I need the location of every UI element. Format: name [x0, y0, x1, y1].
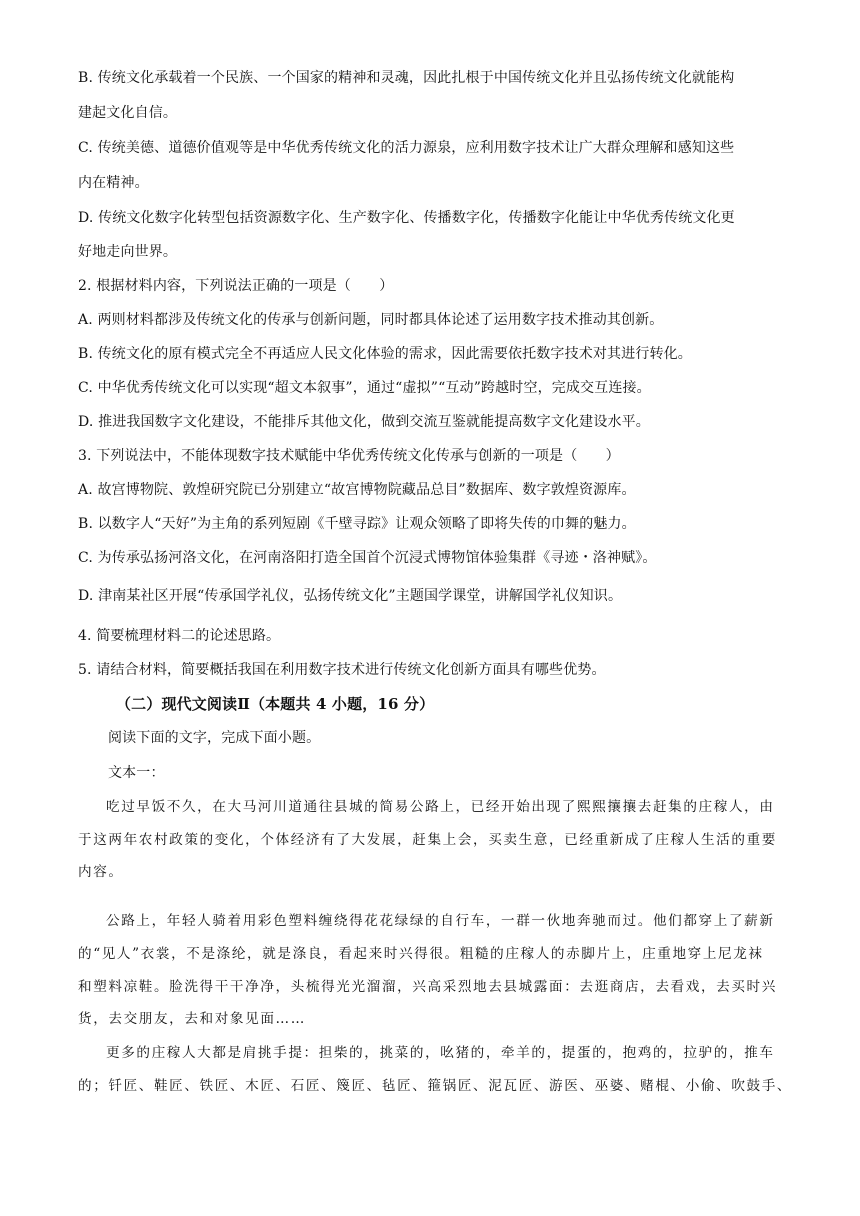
q2-option-b: B. 传统文化的原有模式完全不再适应人民文化体验的需求，因此需要依托数字技术对其进行转化。: [78, 346, 692, 362]
passage-p2-line4: 货，去交朋友，去和对象见面……: [78, 1011, 306, 1027]
q2-option-d: D. 推进我国数字文化建设，不能排斥其他文化，做到交流互鉴就能提高数字文化建设水平。: [78, 414, 650, 430]
q1-option-b-line1: B. 传统文化承载着一个民族、一个国家的精神和灵魂，因此扎根于中国传统文化并且弘扬传统文化就能构: [78, 70, 735, 86]
q3-option-c: C. 为传承弘扬河洛文化，在河南洛阳打造全国首个沉浸式博物馆体验集群《寻迹・洛神赋》。: [78, 550, 657, 566]
q3-stem: 3. 下列说法中，不能体现数字技术赋能中华优秀传统文化传承与创新的一项是（ ）: [78, 448, 620, 464]
q3-option-d: D. 津南某社区开展“传承国学礼仪，弘扬传统文化”主题国学课堂，讲解国学礼仪知识。: [78, 588, 623, 604]
q1-option-d-line1: D. 传统文化数字化转型包括资源数字化、生产数字化、传播数字化，传播数字化能让中华优秀传统文化更: [78, 210, 735, 226]
passage-p2-line2: 的“见人”衣裳，不是涤纶，就是涤良，看起来时兴得很。粗糙的庄稼人的赤脚片上，庄重地穿上尼龙袜: [78, 946, 764, 962]
text-one-label: 文本一：: [108, 765, 165, 781]
q2-option-c: C. 中华优秀传统文化可以实现“超文本叙事”，通过“虚拟”“互动”跨越时空，完成交互连接。: [78, 380, 651, 396]
passage-p1-line3: 内容。: [78, 864, 124, 880]
passage-p2-line1: 公路上，年轻人骑着用彩色塑料缠绕得花花绿绿的自行车，一群一伙地奔驰而过。他们都穿上了薪新: [106, 913, 775, 929]
passage-p1-line1: 吃过早饭不久，在大马河川道通往县城的简易公路上，已经开始出现了熙熙攘攘去赶集的庄稼人，由: [106, 799, 775, 815]
reading-instruction: 阅读下面的文字，完成下面小题。: [108, 730, 321, 746]
passage-p1-line2: 于这两年农村政策的变化，个体经济有了大发展，赶集上会，买卖生意，已经重新成了庄稼人生活的重要: [78, 832, 777, 848]
passage-p2-line3: 和塑料凉鞋。脸洗得干干净净，头梳得光光溜溜，兴高采烈地去县城露面：去逛商店，去看戏，去买时兴: [78, 979, 777, 995]
passage-p3-line1: 更多的庄稼人大都是肩挑手提：担柴的，挑菜的，吆猪的，牵羊的，提蛋的，抱鸡的，拉驴的，推车: [106, 1045, 775, 1061]
q1-option-c-line2: 内在精神。: [78, 175, 149, 191]
q1-option-d-line2: 好地走向世界。: [78, 244, 178, 260]
q2-stem: 2. 根据材料内容，下列说法正确的一项是（ ）: [78, 278, 394, 294]
q4-stem: 4. 简要梳理材料二的论述思路。: [78, 628, 281, 644]
q5-stem: 5. 请结合材料，简要概括我国在利用数字技术进行传统文化创新方面具有哪些优势。: [78, 662, 606, 678]
passage-p3-line2: 的；钎匠、鞋匠、铁匠、木匠、石匠、篾匠、毡匠、箍锅匠、泥瓦匠、游医、巫婆、赌棍、小偷、吹鼓手、: [78, 1078, 793, 1094]
q1-option-b-line2: 建起文化自信。: [78, 105, 178, 121]
q2-option-a: A. 两则材料都涉及传统文化的传承与创新问题，同时都具体论述了运用数字技术推动其创新。: [78, 312, 664, 328]
q3-option-a: A. 故宫博物院、敦煌研究院已分别建立“故宫博物院藏品总目”数据库、数字敦煌资源库。: [78, 482, 636, 498]
q1-option-c-line1: C. 传统美德、道德价值观等是中华优秀传统文化的活力源泉，应利用数字技术让广大群众理解和感知这些: [78, 140, 735, 156]
q3-option-b: B. 以数字人“天好”为主角的系列短剧《千壁寻踪》让观众领略了即将失传的巾舞的魅力。: [78, 516, 636, 532]
section-heading: （二）现代文阅读Ⅱ（本题共 4 小题，16 分）: [116, 695, 435, 713]
